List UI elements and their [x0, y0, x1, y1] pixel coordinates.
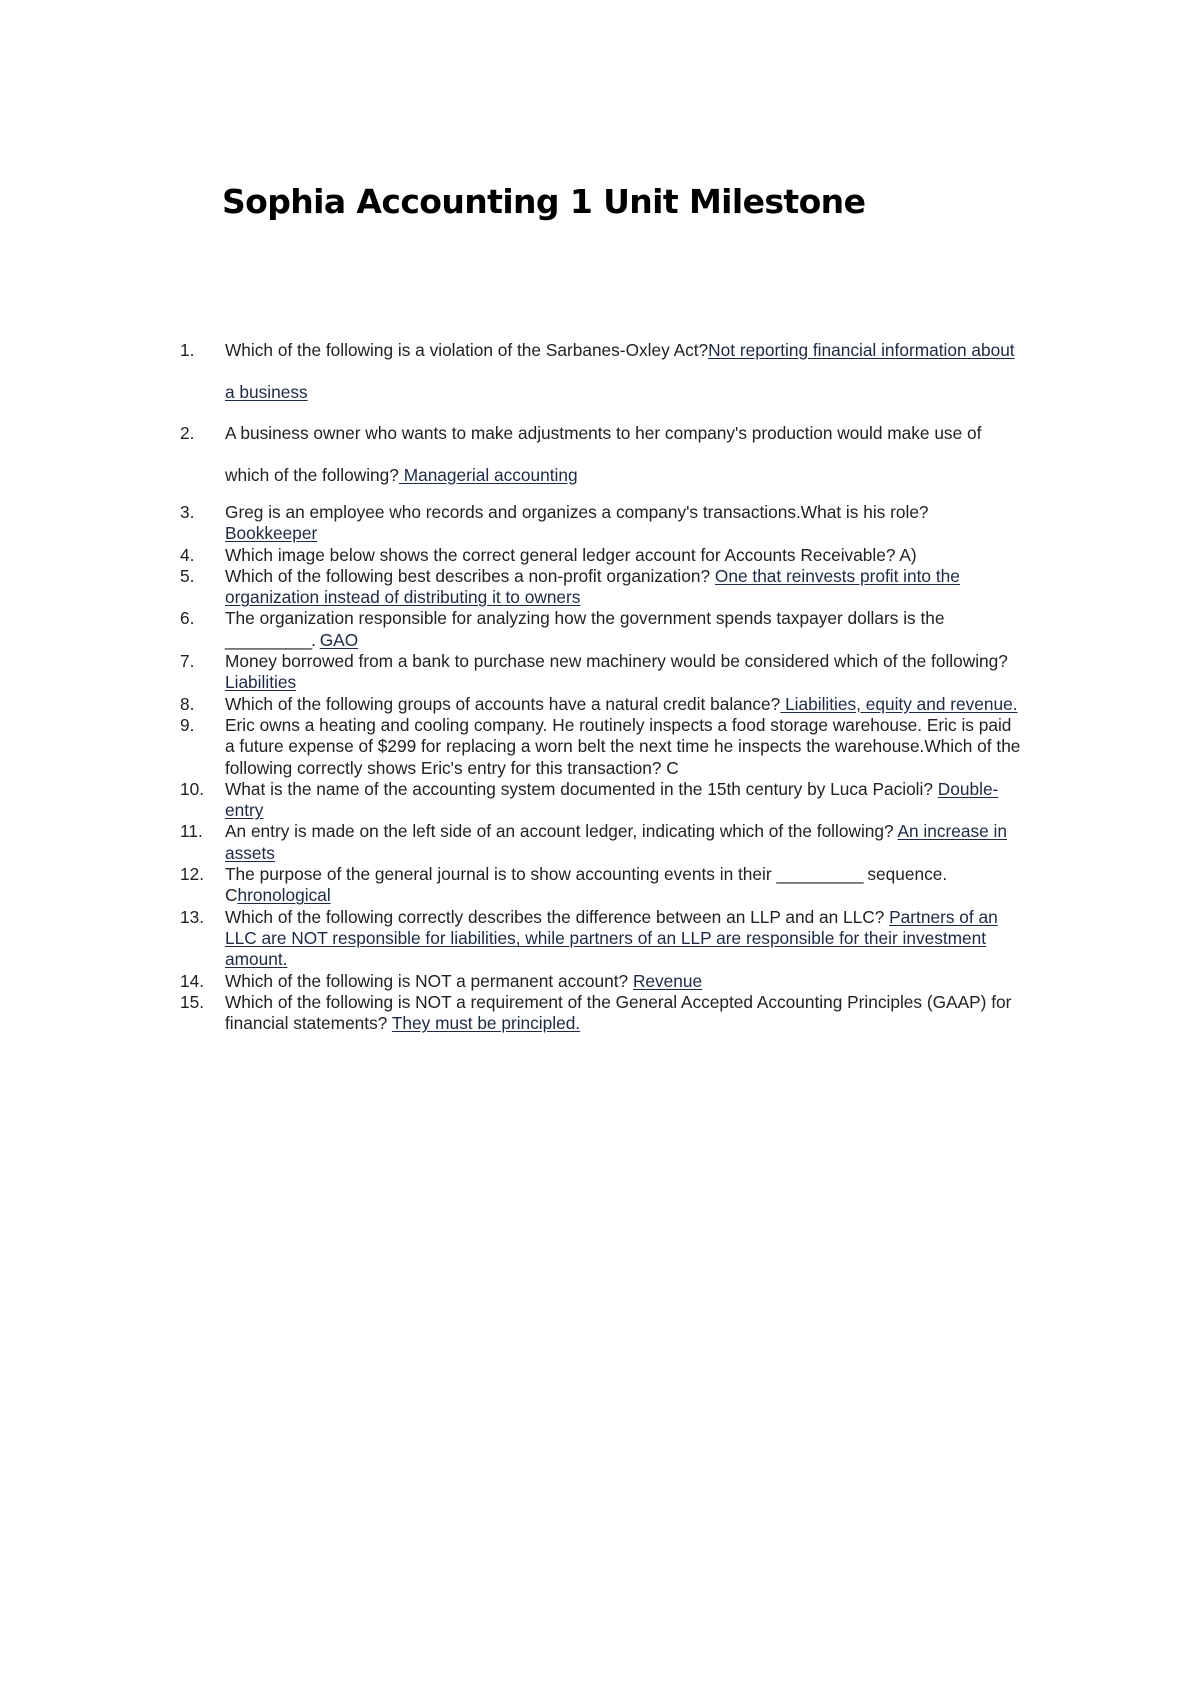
question-item [180, 566, 1025, 609]
question-answer: Revenue [632, 970, 703, 991]
question-prompt: Which of the following best describes a non-profit organization? [225, 565, 711, 586]
question-prompt: A business owner who wants to make adjustments to her company's production would make use of which of the following? [225, 423, 982, 485]
question-answer: Double-entry [225, 778, 999, 821]
question-answer: Partners of an LLC are NOT responsible for liabilities, while partners of an LLP are responsible for their investment amount. [225, 906, 998, 970]
page-title: Sophia Accounting 1 Unit Milestone [222, 182, 866, 221]
question-number: 2. [180, 423, 195, 443]
question-prompt: Which image below shows the correct general ledger account for Accounts Receivable? A) [225, 544, 917, 565]
question-prompt-tail: sequence. [867, 864, 948, 885]
answer-lead: C [225, 885, 238, 906]
fill-in-blank: __________. [225, 629, 315, 650]
question-prompt: Which of the following is a violation of the Sarbanes-Oxley Act? [225, 340, 709, 360]
question-list [180, 330, 1025, 1034]
question-item [180, 821, 1025, 864]
question-prompt: Money borrowed from a bank to purchase new machinery would be considered which of the following? [225, 651, 1008, 672]
question-answer: hronological [237, 885, 331, 906]
question-item [180, 545, 1025, 566]
question-number: 15. [180, 991, 205, 1012]
question-answer: Bookkeeper [225, 523, 318, 544]
question-prompt: The purpose of the general journal is to show accounting events in their [225, 864, 772, 885]
question-prompt: Which of the following correctly describes the difference between an LLP and an LLC? [225, 906, 885, 927]
question-answer: Managerial accounting [398, 464, 578, 485]
question-number: 10. [180, 778, 205, 799]
question-item [180, 413, 1025, 496]
question-number: 4. [180, 544, 195, 565]
question-answer: An increase in assets [225, 821, 1007, 863]
question-number: 7. [180, 651, 195, 672]
question-number: 8. [180, 693, 195, 714]
question-prompt: Eric owns a heating and cooling company. He routinely inspects a food storage warehouse. Eric is paid a future expense of $299 for replacing a worn belt the next time he inspects the warehouse.Which of the following correctly shows Eric's entry for this transaction? C [225, 714, 1021, 778]
question-item [180, 779, 1025, 822]
question-number: 6. [180, 608, 195, 629]
question-item [180, 651, 1025, 694]
question-answer: Liabilities [225, 672, 297, 693]
question-answer: Not reporting financial information about a business [225, 340, 1015, 402]
question-answer: Liabilities, equity and revenue. [780, 693, 1018, 714]
question-item [180, 330, 1025, 413]
question-answer: They must be principled. [391, 1013, 581, 1034]
question-number: 14. [180, 970, 205, 991]
question-prompt: The organization responsible for analyzing how the government spends taxpayer dollars is the [225, 608, 945, 629]
question-item [180, 864, 1025, 907]
question-number: 12. [180, 864, 205, 885]
question-item [180, 992, 1025, 1035]
question-number: 13. [180, 906, 205, 927]
question-number: 5. [180, 565, 195, 586]
question-prompt: Which of the following is NOT a requirement of the General Accepted Accounting Principles (GAAP) for financial statements? [225, 991, 1012, 1034]
question-prompt: Which of the following groups of accounts have a natural credit balance? [225, 693, 781, 714]
question-prompt: What is the name of the accounting system documented in the 15th century by Luca Pacioli? [225, 778, 933, 799]
question-answer: GAO [319, 629, 359, 650]
question-number: 3. [180, 502, 195, 522]
question-answer: One that reinvests profit into the organization instead of distributing it to owners [225, 565, 960, 608]
question-prompt: Which of the following is NOT a permanent account? [225, 970, 629, 991]
question-number: 1. [180, 340, 195, 360]
fill-in-blank: __________ [776, 864, 863, 885]
question-item [180, 502, 1025, 545]
question-item [180, 907, 1025, 971]
question-item [180, 694, 1025, 715]
question-prompt: Greg is an employee who records and organizes a company's transactions.What is his role? [225, 502, 929, 522]
question-number: 9. [180, 714, 195, 735]
question-item [180, 715, 1025, 779]
question-item [180, 971, 1025, 992]
question-number: 11. [180, 821, 203, 842]
question-prompt: An entry is made on the left side of an account ledger, indicating which of the following? [225, 821, 894, 842]
question-item [180, 608, 1025, 651]
